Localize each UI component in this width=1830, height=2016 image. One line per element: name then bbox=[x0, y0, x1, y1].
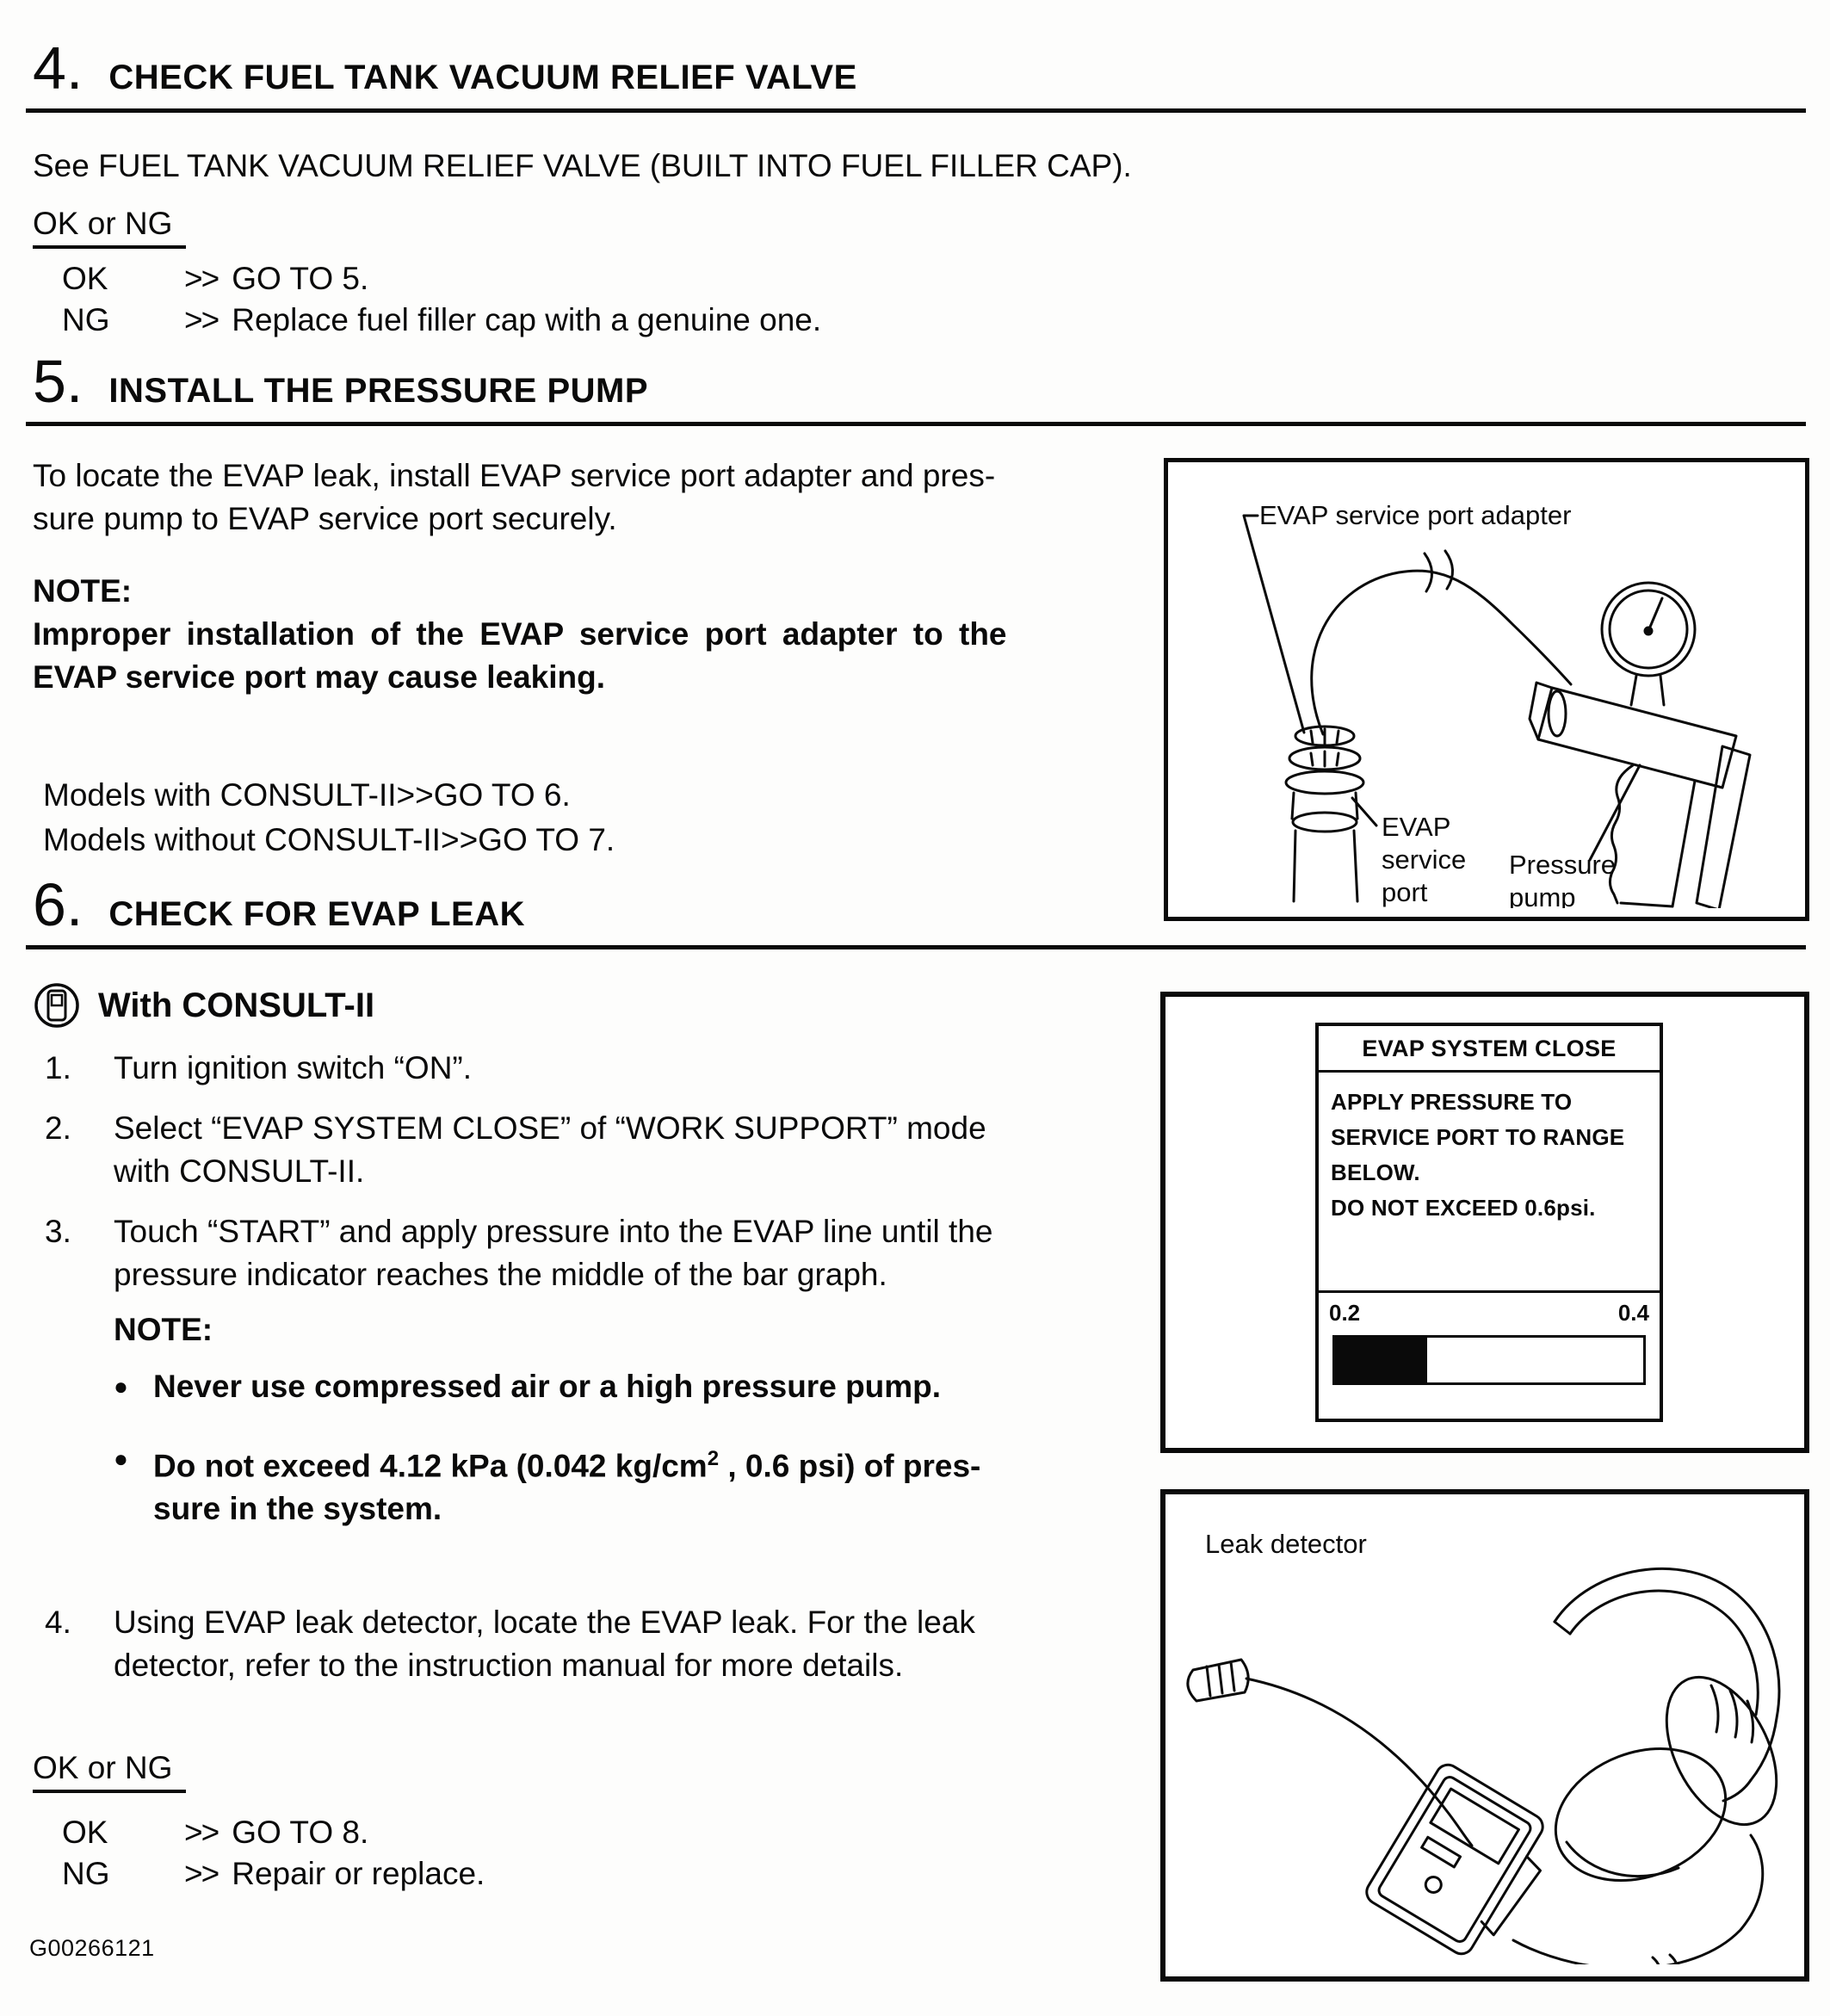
note-bullet-2 bbox=[114, 1438, 1152, 1531]
result-arrow: >> bbox=[184, 302, 219, 337]
result-action: Repair or replace. bbox=[232, 1856, 485, 1892]
list-text-line: Using EVAP leak detector, locate the EVAP leak. For the leak bbox=[114, 1605, 975, 1641]
consult-screen bbox=[1315, 1023, 1663, 1422]
models-line: Models with CONSULT-II>>GO TO 6. bbox=[43, 777, 571, 813]
with-consult-heading bbox=[33, 981, 1152, 1030]
step5-models bbox=[43, 773, 1152, 863]
step4-results bbox=[33, 258, 821, 341]
step4-heading bbox=[26, 34, 1806, 113]
list-text-line: pressure indicator reaches the middle of the bar graph. bbox=[114, 1257, 887, 1292]
step5-intro-line: sure pump to EVAP service port securely. bbox=[33, 501, 617, 536]
result-arrow: >> bbox=[184, 1815, 219, 1851]
port-collar bbox=[1293, 813, 1357, 832]
step4-number: 4. bbox=[33, 34, 83, 102]
port-label-line: port bbox=[1382, 877, 1428, 907]
detector-clip bbox=[1479, 1854, 1543, 1939]
adapter-label: EVAP service port adapter bbox=[1259, 500, 1572, 530]
screen-text-line: DO NOT EXCEED 0.6psi. bbox=[1331, 1195, 1596, 1221]
bullet-icon: ● bbox=[114, 1445, 128, 1472]
step6-okng-label: OK or NG bbox=[33, 1749, 1152, 1793]
step5-note-label: NOTE: bbox=[33, 573, 133, 609]
leak-detector-figure bbox=[1160, 1489, 1809, 1982]
step5-number: 5. bbox=[33, 348, 83, 415]
pump-label-line: pump bbox=[1509, 882, 1576, 908]
step6-note-label: NOTE: bbox=[114, 1312, 213, 1347]
gauge-fill bbox=[1335, 1338, 1427, 1382]
detector-button bbox=[1423, 1874, 1444, 1895]
step6-title: CHECK FOR EVAP LEAK bbox=[108, 895, 526, 933]
step5-body bbox=[33, 455, 1152, 863]
detector-unit bbox=[1363, 1760, 1564, 1964]
ear-cup-hatching bbox=[1711, 1685, 1753, 1742]
headband-inner bbox=[1570, 1591, 1758, 1715]
service-port-ring bbox=[1286, 771, 1363, 794]
bullet-text-line: Never use compressed air or a high pressure pump. bbox=[153, 1369, 942, 1404]
detector-screen bbox=[1431, 1789, 1519, 1864]
result-action: Replace fuel filler cap with a genuine one. bbox=[232, 302, 822, 337]
models-line: Models without CONSULT-II>>GO TO 7. bbox=[43, 822, 615, 857]
step6-heading bbox=[26, 871, 1806, 949]
step4-okng-label: OK or NG bbox=[33, 205, 186, 249]
bullet-icon: ● bbox=[114, 1373, 128, 1400]
gauge-min-label: 0.2 bbox=[1329, 1300, 1361, 1326]
list-item-3 bbox=[33, 1210, 1152, 1296]
with-consult-label: With CONSULT-II bbox=[98, 986, 375, 1024]
step6-body bbox=[33, 981, 1152, 1895]
step6-results bbox=[33, 1812, 1152, 1895]
pump-label-line: Pressure bbox=[1509, 850, 1617, 880]
headphone-cable bbox=[1513, 1835, 1763, 1964]
list-number: 2. bbox=[45, 1110, 71, 1146]
port-label-line: EVAP bbox=[1382, 812, 1451, 842]
screen-body bbox=[1319, 1073, 1660, 1226]
gauge-needle bbox=[1648, 598, 1662, 631]
port-label-line: service bbox=[1382, 844, 1467, 875]
port-hatch-marks bbox=[1311, 729, 1338, 744]
list-item-1 bbox=[33, 1047, 1152, 1090]
list-item-4 bbox=[33, 1601, 1152, 1687]
step4-body-text: See FUEL TANK VACUUM RELIEF VALVE (BUILT INTO FUEL FILLER CAP). bbox=[33, 148, 1132, 183]
list-text-line: with CONSULT-II. bbox=[114, 1153, 365, 1189]
port-hatch-marks bbox=[1311, 751, 1338, 766]
superscript-2: 2 bbox=[707, 1447, 720, 1470]
step4-title: CHECK FUEL TANK VACUUM RELIEF VALVE bbox=[108, 59, 857, 96]
result-arrow: >> bbox=[184, 1856, 219, 1892]
headband-struts bbox=[1555, 1622, 1751, 1801]
list-number: 1. bbox=[45, 1050, 71, 1085]
list-number: 3. bbox=[45, 1214, 71, 1249]
ear-cup-right bbox=[1644, 1660, 1794, 1843]
list-text-line: detector, refer to the instruction manual for more details. bbox=[114, 1648, 904, 1684]
result-label: NG bbox=[62, 302, 110, 337]
screen-text-line: SERVICE PORT TO RANGE bbox=[1331, 1124, 1625, 1150]
leak-detector-drawing bbox=[1165, 1494, 1794, 1964]
gauge-bar bbox=[1332, 1335, 1646, 1385]
result-label: OK bbox=[62, 1815, 108, 1851]
detector-slot bbox=[1422, 1837, 1461, 1867]
probe-cable bbox=[1246, 1679, 1472, 1846]
step5-intro-line: To locate the EVAP leak, install EVAP service port adapter and pres- bbox=[33, 458, 996, 493]
pressure-pump-figure bbox=[1164, 458, 1809, 921]
result-row bbox=[62, 300, 821, 341]
pump-inlet-ring bbox=[1549, 691, 1566, 736]
step6-number: 6. bbox=[33, 871, 83, 938]
result-label: NG bbox=[62, 1856, 110, 1892]
consult-screen-figure bbox=[1160, 992, 1809, 1453]
adapter-leader-line bbox=[1244, 516, 1304, 733]
result-row bbox=[62, 258, 821, 300]
leak-detector-label: Leak detector bbox=[1205, 1529, 1367, 1559]
gauge-max-label: 0.4 bbox=[1617, 1300, 1649, 1326]
pressure-pump-drawing bbox=[1168, 462, 1796, 908]
pressure-bar-graph bbox=[1319, 1290, 1660, 1419]
screen-text-line: BELOW. bbox=[1331, 1160, 1420, 1185]
bullet-text-line: Do not exceed 4.12 kPa (0.042 $kg/cm^2$ , 0.6 psi) of pres- bbox=[153, 1447, 981, 1484]
bullet-text-line: sure in the system. bbox=[153, 1491, 442, 1527]
step5-note-line: Improper installation of the EVAP service port adapter to the bbox=[33, 616, 1007, 652]
screen-title: EVAP SYSTEM CLOSE bbox=[1319, 1026, 1660, 1073]
step5-heading bbox=[26, 348, 1806, 426]
screen-text-line: APPLY PRESSURE TO bbox=[1331, 1089, 1573, 1115]
list-text-line: Turn ignition switch “ON”. bbox=[114, 1050, 473, 1085]
step5-title: INSTALL THE PRESSURE PUMP bbox=[108, 372, 649, 410]
step5-note-line: EVAP service port may cause leaking. bbox=[33, 659, 605, 695]
result-arrow: >> bbox=[184, 261, 219, 296]
gauge-stem bbox=[1631, 676, 1664, 705]
result-row bbox=[62, 1853, 1152, 1895]
list-text-line: Touch “START” and apply pressure into the EVAP line until the bbox=[114, 1214, 993, 1249]
list-item-2 bbox=[33, 1107, 1152, 1193]
consult-ii-icon bbox=[33, 981, 81, 1030]
figure-code: G00266121 bbox=[29, 1935, 155, 1961]
list-text-line: Select “EVAP SYSTEM CLOSE” of “WORK SUPPORT” mode bbox=[114, 1110, 986, 1146]
result-action: GO TO 5. bbox=[232, 261, 369, 296]
result-action: GO TO 8. bbox=[232, 1815, 369, 1851]
result-row bbox=[62, 1812, 1152, 1853]
result-label: OK bbox=[62, 261, 108, 296]
note-bullet-1 bbox=[114, 1365, 1152, 1408]
list-number: 4. bbox=[45, 1605, 71, 1641]
